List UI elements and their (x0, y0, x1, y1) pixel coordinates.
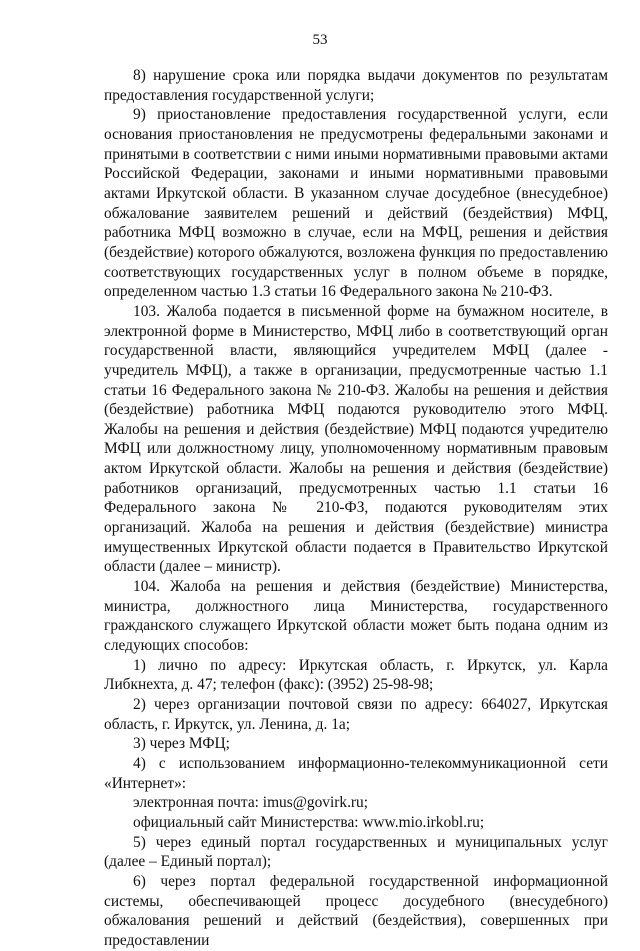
paragraph-method-3-mfc: 3) через МФЦ; (133, 735, 230, 753)
paragraph-method-5-unified-portal: 5) через единый портал государственных и муниципальных услуг (далее – Единый портал); (104, 833, 608, 871)
paragraph-email: электронная почта: imus@govirk.ru; (133, 794, 369, 812)
paragraph-item-9: 9) приостановление предоставления государственной услуги, если основания приостановления не предусмотрены федеральными законами и принятыми в соответствии с ними иными нормативными правовыми актами Российской Федерации, законами и иными нормативными правовыми актами Иркутской области. В указанном случае досудебное (внесудебное) обжалование заявителем решений и действий (бездействия) МФЦ, работника МФЦ возможно в случае, если на МФЦ, решения и действия (бездействие) которого обжалуются, возложена функция по предоставлению соответствующих государственных услуг в полном объеме в порядке, определенном частью 1.3 статьи 16 Федерального закона № 210-ФЗ. (104, 106, 608, 301)
paragraph-method-6-federal-portal: 6) через портал федеральной государственной информационной системы, обеспечивающей процесс досудебного (внесудебного) обжалования решений и действий (бездействия), совершенных при предоставлении (104, 872, 608, 949)
paragraph-clause-103: 103. Жалоба подается в письменной форме на бумажном носителе, в электронной форме в Министерство, МФЦ либо в соответствующий орган государственной власти, являющийся учредителем МФЦ (далее - учредитель МФЦ), а также в организации, предусмотренные частью 1.1 статьи 16 Федерального закона № 210-ФЗ. Жалобы на решения и действия (бездействие) работника МФЦ подаются руководителю этого МФЦ. Жалобы на решения и действия (бездействие) МФЦ подаются учредителю МФЦ или должностному лицу, уполномоченному нормативным правовым актом Иркутской области. Жалобы на решения и действия (бездействие) работников организаций, предусмотренных частью 1.1 статьи 16 Федерального закона № 210-ФЗ, подаются руководителям этих организаций. Жалоба на решения и действия (бездействие) министра имущественных Иркутской области подается в Правительство Иркутской области (далее – министр). (104, 302, 608, 576)
paragraph-clause-104: 104. Жалоба на решения и действия (бездействие) Министерства, министра, должностного лица Министерства, государственного гражданского служащего Иркутской области может быть подана одним из следующих способов: (104, 578, 608, 655)
paragraph-item-8: 8) нарушение срока или порядка выдачи документов по результатам предоставления государственной услуги; (104, 67, 608, 104)
paragraph-method-1-in-person: 1) лично по адресу: Иркутская область, г. Иркутск, ул. Карла Либкнехта, д. 47; телефон (факс): (3952) 25-98-98; (104, 656, 608, 694)
document-body (104, 66, 608, 951)
paragraph-method-2-postal: 2) через организации почтовой связи по адресу: 664027, Иркутская область, г. Иркутск, ул. Ленина, д. 1а; (104, 696, 608, 733)
page-number: 53 (312, 32, 328, 48)
paragraph-method-4-internet: 4) с использованием информационно-телекоммуникационной сети «Интернет»: (104, 754, 608, 792)
paragraph-website: официальный сайт Министерства: www.mio.irkobl.ru; (133, 813, 485, 831)
